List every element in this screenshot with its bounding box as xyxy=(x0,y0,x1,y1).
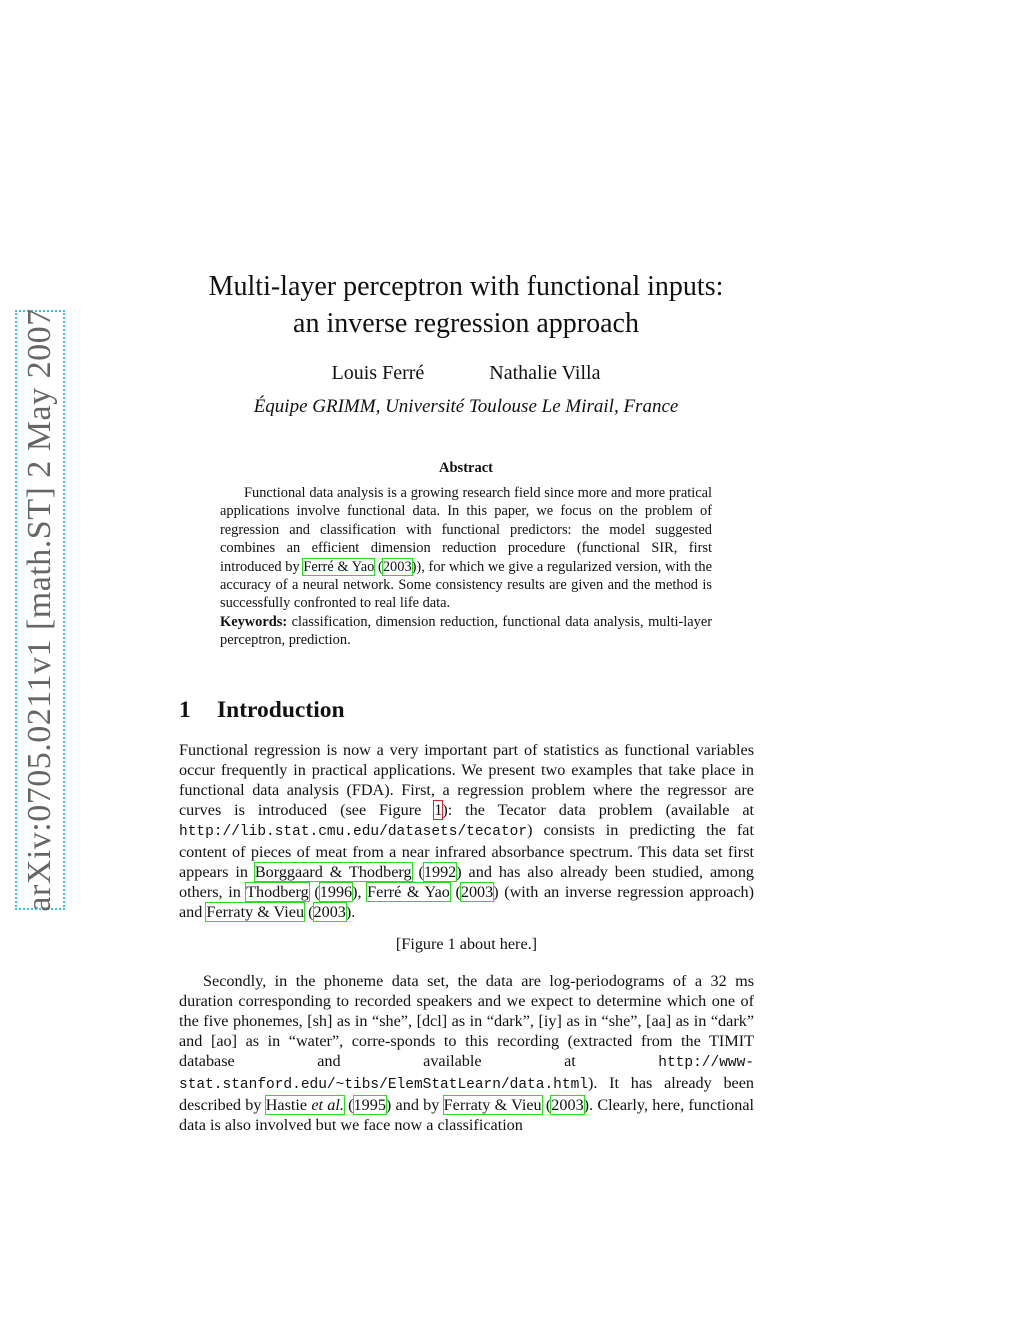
title-line-1: Multi-layer perceptron with functional inputs: xyxy=(208,271,724,302)
figure-ref-link[interactable]: 1 xyxy=(434,801,443,819)
author-1: Louis Ferré xyxy=(331,362,425,384)
citation-year-link[interactable]: 1992 xyxy=(423,863,457,881)
section-title: Introduction xyxy=(217,697,345,723)
citation-year-link[interactable]: 2003 xyxy=(551,1096,584,1114)
keywords-text: classification, dimension reduction, functional data analysis, multi-layer perceptron, prediction. xyxy=(220,613,712,649)
citation-year-link[interactable]: 2003 xyxy=(460,883,494,901)
body-text: ) consists in predicting the fat content of pieces of meat from a near infrared absorbance spectrum. This data set first appears in xyxy=(179,821,754,881)
abstract-paragraph xyxy=(220,484,712,613)
citation-link[interactable] xyxy=(266,1096,344,1114)
citation-year-link[interactable]: 1995 xyxy=(353,1096,386,1114)
citation-author: Hastie xyxy=(265,1096,312,1114)
affiliation: Équipe GRIMM, Université Toulouse Le Mirail, France xyxy=(253,396,679,417)
body-text: Secondly, in the phoneme data set, the data are log-periodograms of a 32 ms duration corresponding to recorded speakers and we expect to determine which one of the five phonemes, [sh] as in “she”, [dcl] as in “dark”, [iy] as in “she”, [aa] as in “dark” and [ao] as in “water”, corre-sponds to this recording (extracted from the TIMIT database and available at xyxy=(179,972,754,1070)
citation-link[interactable]: Ferré & Yao xyxy=(303,558,375,575)
body-text: ( xyxy=(411,863,424,881)
keywords-label: Keywords: xyxy=(220,613,288,630)
figure-placeholder-note: [Figure 1 about here.] xyxy=(395,935,538,953)
intro-paragraph-1 xyxy=(179,740,754,922)
body-text: ). Clearly, here, functional data is also involved but we face now a classification xyxy=(179,1096,755,1134)
body-text: ( xyxy=(541,1096,552,1114)
section-heading xyxy=(179,697,345,724)
title-line-2: an inverse regression approach xyxy=(293,308,639,339)
body-text: ). It has already been described by xyxy=(179,1074,754,1114)
citation-etal: et al. xyxy=(311,1096,344,1114)
citation-link[interactable]: Thodberg xyxy=(246,883,309,901)
citation-link[interactable]: Ferraty & Vieu xyxy=(443,1096,542,1114)
abstract-body xyxy=(220,484,712,650)
arxiv-stamp[interactable] xyxy=(15,310,65,910)
body-text: ( xyxy=(304,903,314,921)
author-list xyxy=(180,362,752,385)
abstract-text: )), for which we give a regularized version, with the accuracy of a neural network. Some consistency results are given and the method is successfully confronted to real life data. xyxy=(220,558,712,612)
abstract-text: Functional data analysis is a growing research field since more and more pratical applications involve functional data. In this paper, we focus on the problem of regression and classification with functional predictors: the model suggested combines an efficient dimension reduction procedure (functional SIR, first introduced by xyxy=(220,485,712,575)
paper-title xyxy=(180,268,752,342)
keywords xyxy=(220,613,712,650)
body-text: ( xyxy=(449,883,461,901)
body-text: ) and has also already been studied, among others, in xyxy=(179,863,755,901)
citation-year-link[interactable]: 1996 xyxy=(319,883,353,901)
arxiv-id: arXiv:0705.0211v1 [math.ST] 2 May 2007 xyxy=(21,308,58,912)
abstract-heading: Abstract xyxy=(439,460,493,476)
timit-url: http://www-stat.stanford.edu/~tibs/ElemStatLearn/data.html xyxy=(179,1055,754,1093)
body-text: ) (with an inverse regression approach) and xyxy=(179,883,755,921)
body-text: ). xyxy=(345,903,356,921)
body-text: ( xyxy=(343,1096,354,1114)
tecator-url: http://lib.stat.cmu.edu/datasets/tecator xyxy=(179,824,528,840)
section-number: 1 xyxy=(179,697,191,723)
citation-year-link[interactable]: 2003 xyxy=(382,558,412,575)
author-2: Nathalie Villa xyxy=(489,362,601,384)
body-text: ( xyxy=(308,883,320,901)
body-text: ) and by xyxy=(385,1096,444,1114)
body-text: ): the Tecator data problem (available at xyxy=(442,801,754,819)
citation-link[interactable]: Ferré & Yao xyxy=(367,883,450,901)
citation-link[interactable]: Borggaard & Thodberg xyxy=(254,863,412,881)
citation-link[interactable]: Ferraty & Vieu xyxy=(206,903,305,921)
body-text: Functional regression is now a very important part of statistics as functional variables occur frequently in practical applications. We present two examples that take place in functional data analysis (FDA). First, a regression problem where the regressor are curves is introduced (see Figure xyxy=(179,741,754,819)
abstract-text: ( xyxy=(374,558,383,575)
intro-paragraph-2 xyxy=(179,971,754,1135)
body-text: ), xyxy=(352,883,368,901)
citation-year-link[interactable]: 2003 xyxy=(313,903,346,921)
